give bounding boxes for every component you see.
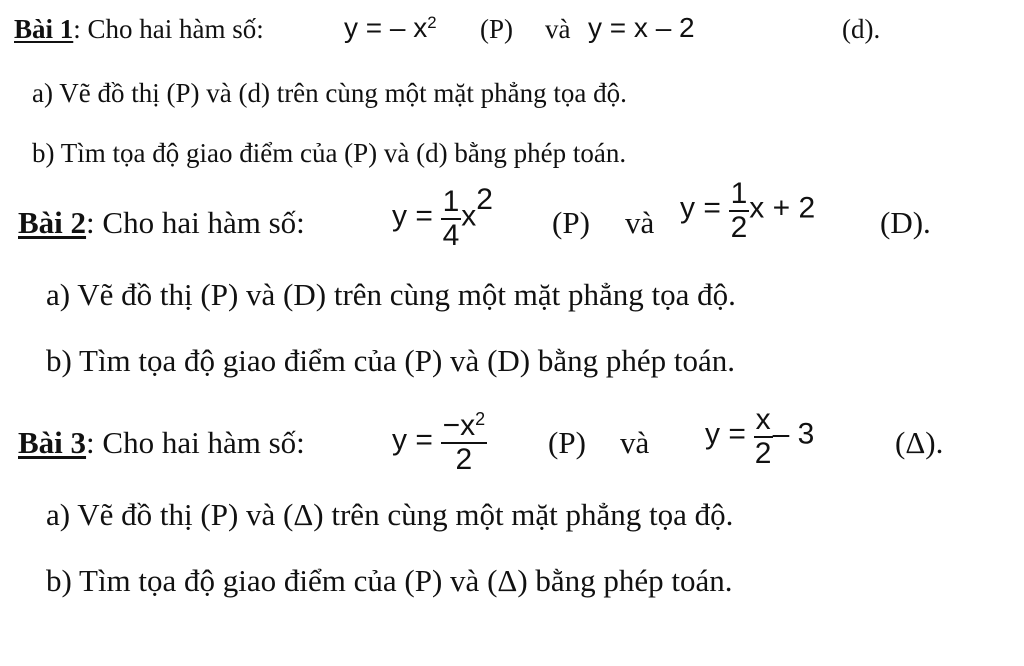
ex3-line-y: y = bbox=[705, 417, 746, 451]
ex2-label: Bài 2 bbox=[18, 205, 87, 240]
ex1-parabola-exponent: 2 bbox=[427, 12, 437, 32]
ex3-intro: : Cho hai hàm số: bbox=[86, 425, 305, 460]
ex2-parabola-numerator: 1 bbox=[442, 185, 460, 218]
ex3-line-rest: – 3 bbox=[772, 417, 815, 451]
ex3-parabola-fraction bbox=[441, 410, 488, 475]
ex2-intro: : Cho hai hàm số: bbox=[86, 205, 305, 240]
ex3-parabola-name: (P) bbox=[548, 425, 586, 460]
ex1-parabola-expr: y = – x bbox=[344, 12, 428, 43]
ex1-parabola-eq bbox=[344, 12, 437, 44]
ex2-line-name: (D). bbox=[880, 205, 931, 240]
ex2-parabola-x: x bbox=[461, 199, 477, 233]
ex2-line-denominator: 2 bbox=[730, 210, 748, 244]
ex1-part-a: a) Vẽ đồ thị (P) và (d) trên cùng một mặt phẳng tọa độ. bbox=[32, 78, 627, 108]
ex2-part-b: b) Tìm tọa độ giao điểm của (P) và (D) bằng phép toán. bbox=[46, 343, 735, 378]
ex3-parabola-eq bbox=[392, 410, 487, 475]
ex3-part-a: a) Vẽ đồ thị (P) và (Δ) trên cùng một mặt phẳng tọa độ. bbox=[46, 497, 734, 532]
ex3-line-denominator: 2 bbox=[754, 436, 772, 470]
ex1-part-b: b) Tìm tọa độ giao điểm của (P) và (d) bằng phép toán. bbox=[32, 138, 627, 168]
ex2-parabola-exponent: 2 bbox=[476, 183, 493, 217]
ex2-heading bbox=[18, 205, 305, 241]
ex3-heading bbox=[18, 425, 305, 461]
ex1-heading bbox=[14, 14, 264, 45]
ex3-parabola-num-text: −x bbox=[442, 409, 476, 442]
ex2-line-y: y = bbox=[680, 191, 721, 225]
ex3-line-fraction bbox=[754, 404, 773, 469]
ex1-line-eq: y = x – 2 bbox=[588, 12, 695, 43]
ex2-line-numerator: 1 bbox=[730, 177, 748, 210]
ex3-line-eq bbox=[705, 404, 814, 469]
ex1-line-name: (d). bbox=[842, 14, 881, 44]
ex3-line-numerator: x bbox=[755, 403, 771, 436]
ex3-part-b: b) Tìm tọa độ giao điểm của (P) và (Δ) bằng phép toán. bbox=[46, 563, 733, 598]
ex1-and: và bbox=[545, 14, 571, 44]
ex3-parabola-denominator: 2 bbox=[455, 442, 473, 476]
ex3-line-name: (Δ). bbox=[895, 425, 944, 460]
ex2-parabola-eq bbox=[392, 183, 493, 252]
ex2-parabola-y: y = bbox=[392, 199, 433, 233]
ex3-label: Bài 3 bbox=[18, 425, 87, 460]
ex2-parabola-name: (P) bbox=[552, 205, 590, 240]
ex2-part-a: a) Vẽ đồ thị (P) và (D) trên cùng một mặt phẳng tọa độ. bbox=[46, 277, 736, 312]
ex3-parabola-exponent: 2 bbox=[475, 409, 486, 430]
ex2-line-fraction bbox=[729, 178, 750, 243]
ex3-and: và bbox=[620, 425, 650, 460]
ex1-intro: : Cho hai hàm số: bbox=[73, 14, 264, 44]
ex1-parabola-name: (P) bbox=[480, 14, 513, 44]
ex2-line-rest: x + 2 bbox=[749, 191, 816, 225]
ex3-parabola-y: y = bbox=[392, 423, 433, 457]
ex2-line-eq bbox=[680, 178, 815, 243]
ex3-parabola-numerator bbox=[441, 410, 488, 444]
ex1-label: Bài 1 bbox=[14, 14, 74, 44]
ex2-and: và bbox=[625, 205, 655, 240]
ex2-parabola-fraction bbox=[441, 186, 462, 251]
ex2-parabola-denominator: 4 bbox=[442, 218, 460, 252]
